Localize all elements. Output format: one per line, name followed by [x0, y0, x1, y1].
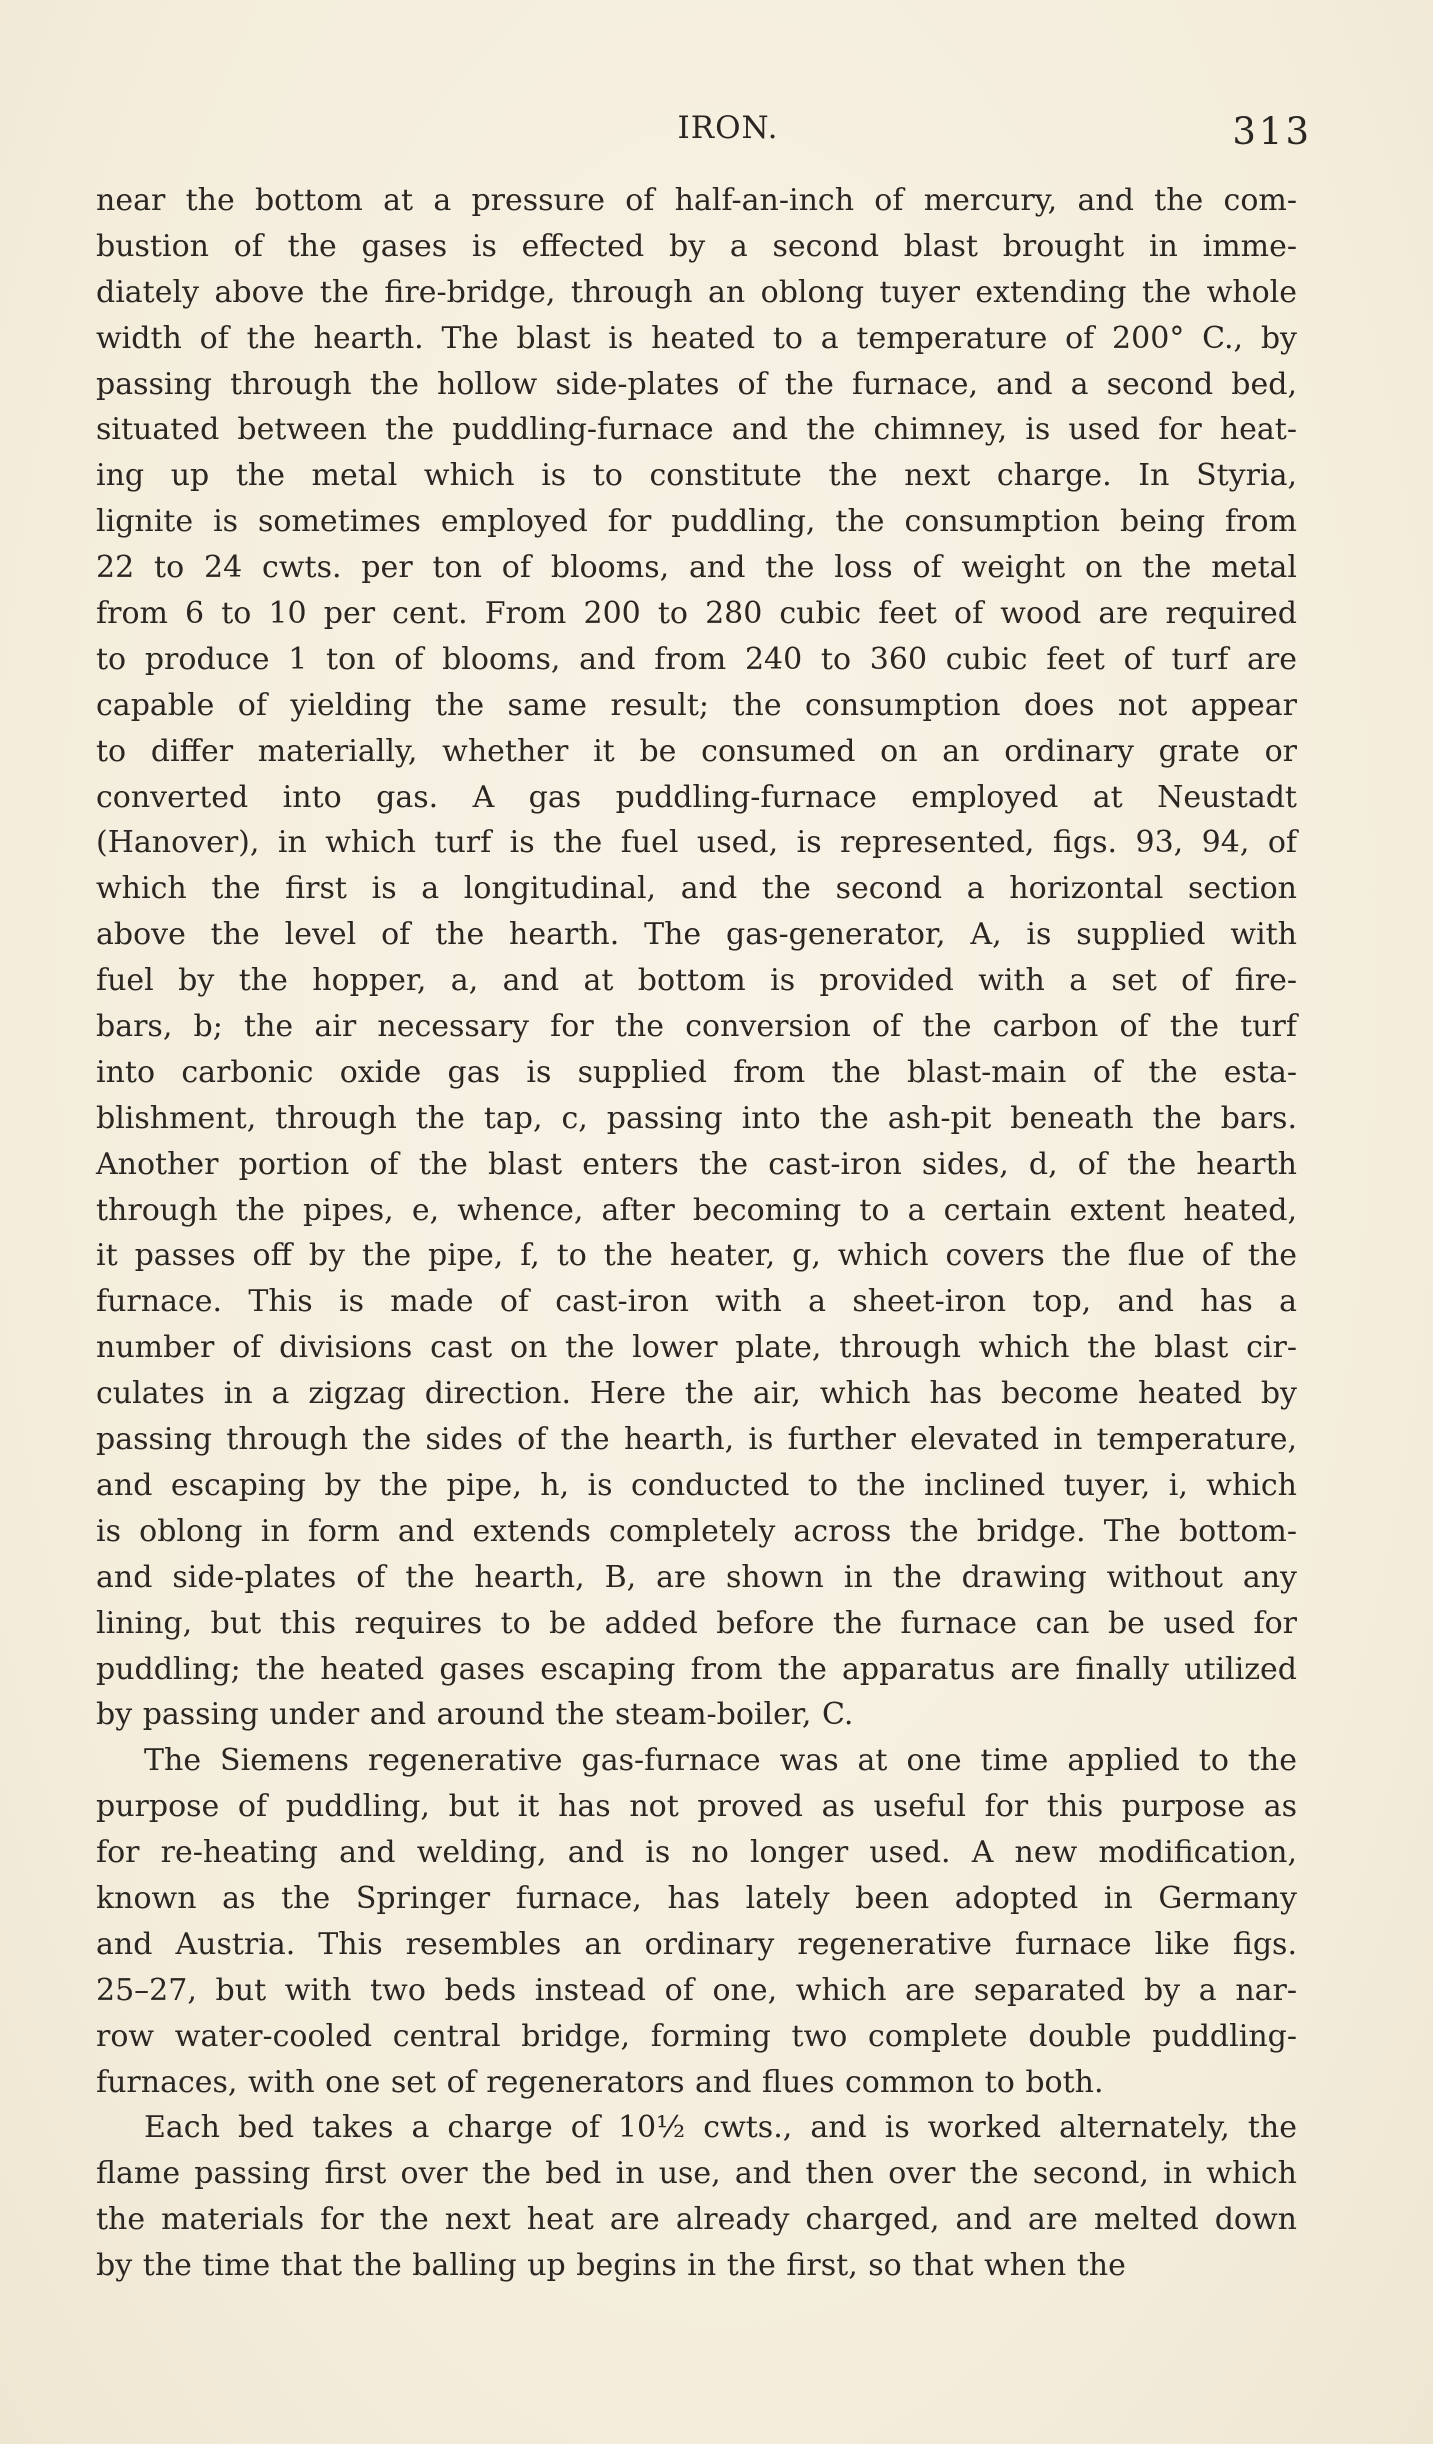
text-line: 25–27, but with two beds instead of one, which are separated by a nar-: [96, 1972, 1297, 2008]
text-line: (Hanover), in which turf is the fuel used, is represented, figs. 93, 94, of: [96, 825, 1297, 861]
text-line: through the pipes, e, whence, after becoming to a certain extent heated,: [96, 1192, 1297, 1228]
text-line: situated between the puddling-furnace and the chimney, is used for heat-: [96, 412, 1297, 448]
text-line: fuel by the hopper, a, and at bottom is provided with a set of fire-: [96, 963, 1297, 999]
text-line: blishment, through the tap, c, passing into the ash-pit beneath the bars.: [96, 1100, 1297, 1136]
text-line: bars, b; the air necessary for the conversion of the carbon of the turf: [96, 1009, 1297, 1045]
text-line: from 6 to 10 per cent. From 200 to 280 cubic feet of wood are required: [96, 596, 1297, 632]
text-line: culates in a zigzag direction. Here the air, which has become heated by: [96, 1376, 1297, 1412]
text-line: purpose of puddling, but it has not proved as useful for this purpose as: [96, 1789, 1297, 1825]
text-line: and escaping by the pipe, h, is conducted to the inclined tuyer, i, which: [96, 1467, 1297, 1503]
text-line: row water-cooled central bridge, forming two complete double puddling-: [96, 2018, 1297, 2054]
text-line: to differ materially, whether it be consumed on an ordinary grate or: [96, 733, 1297, 769]
text-line: by the time that the balling up begins in the first, so that when the: [96, 2248, 1126, 2284]
text-line: number of divisions cast on the lower plate, through which the blast cir-: [96, 1330, 1297, 1366]
text-line: flame passing first over the bed in use, and then over the second, in which: [96, 2156, 1297, 2192]
text-line: the materials for the next heat are already charged, and are melted down: [96, 2202, 1297, 2238]
text-line: and Austria. This resembles an ordinary regenerative furnace like figs.: [96, 1926, 1297, 1962]
text-line: known as the Springer furnace, has lately been adopted in Germany: [96, 1880, 1297, 1916]
text-line: furnace. This is made of cast-iron with a sheet-iron top, and has a: [96, 1284, 1297, 1320]
text-line: lignite is sometimes employed for puddling, the consumption being from: [96, 504, 1297, 540]
text-line: puddling; the heated gases escaping from the apparatus are finally utilized: [96, 1651, 1297, 1687]
text-line: furnaces, with one set of regenerators and flues common to both.: [96, 2064, 1104, 2100]
text-line: width of the hearth. The blast is heated to a temperature of 200° C., by: [96, 320, 1297, 356]
running-head: IRON.: [677, 110, 779, 146]
paragraph-2: [96, 1738, 1297, 2105]
page-number: 313: [1232, 110, 1312, 153]
text-line: passing through the hollow side-plates of the furnace, and a second bed,: [96, 366, 1297, 402]
text-line: by passing under and around the steam-boiler, C.: [96, 1697, 854, 1733]
text-line: is oblong in form and extends completely across the bridge. The bottom-: [96, 1513, 1297, 1549]
text-line: diately above the fire-bridge, through an oblong tuyer extending the whole: [96, 274, 1297, 310]
text-line: it passes off by the pipe, f, to the heater, g, which covers the flue of the: [96, 1238, 1297, 1274]
text-line: Each bed takes a charge of 10½ cwts., and is worked alternately, the: [144, 2110, 1297, 2146]
paragraph-1: [96, 178, 1297, 1738]
text-line: into carbonic oxide gas is supplied from the blast-main of the esta-: [96, 1054, 1297, 1090]
text-line: above the level of the hearth. The gas-generator, A, is supplied with: [96, 917, 1297, 953]
text-line: for re-heating and welding, and is no longer used. A new modification,: [96, 1835, 1297, 1871]
page-header: [96, 108, 1312, 153]
text-line: 22 to 24 cwts. per ton of blooms, and the loss of weight on the metal: [96, 550, 1297, 586]
text-line: lining, but this requires to be added before the furnace can be used for: [96, 1605, 1297, 1641]
text-line: which the first is a longitudinal, and the second a horizontal section: [96, 871, 1297, 907]
text-line: The Siemens regenerative gas-furnace was at one time applied to the: [144, 1743, 1297, 1779]
text-line: Another portion of the blast enters the cast-iron sides, d, of the hearth: [96, 1146, 1297, 1182]
text-line: passing through the sides of the hearth, is further elevated in temperature,: [96, 1422, 1297, 1458]
text-line: and side-plates of the hearth, B, are shown in the drawing without any: [96, 1559, 1297, 1595]
text-line: converted into gas. A gas puddling-furnace employed at Neustadt: [96, 779, 1297, 815]
text-line: bustion of the gases is effected by a second blast brought in imme-: [96, 228, 1297, 264]
text-line: ing up the metal which is to constitute the next charge. In Styria,: [96, 458, 1297, 494]
text-line: near the bottom at a pressure of half-an-inch of mercury, and the com-: [96, 183, 1297, 218]
text-line: capable of yielding the same result; the consumption does not appear: [96, 687, 1297, 723]
body-text: [96, 178, 1297, 2289]
text-line: to produce 1 ton of blooms, and from 240 to 360 cubic feet of turf are: [96, 641, 1297, 677]
paragraph-3: [96, 2105, 1297, 2289]
